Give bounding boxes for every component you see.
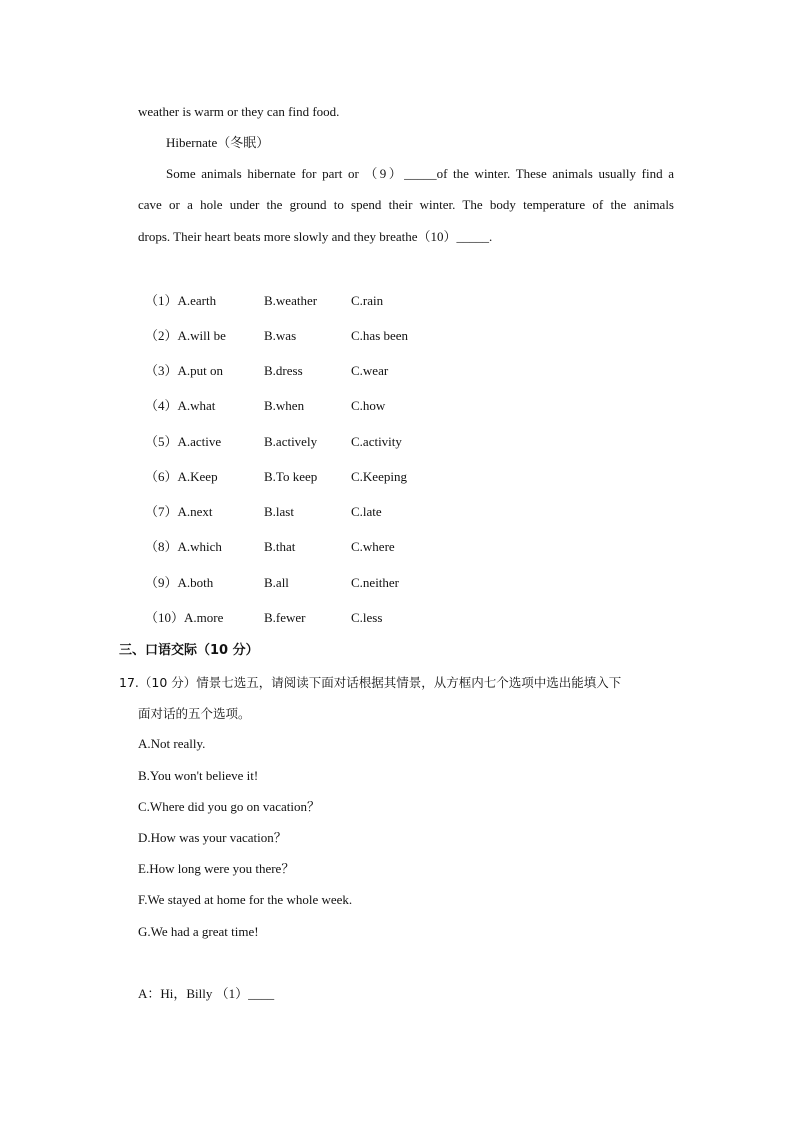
- section-heading: 三、口语交际（10 分）: [119, 643, 259, 658]
- passage-line: Some animals hibernate for part or （9）_____of the winter. These animals usually find a: [166, 166, 674, 181]
- option-b: B.To keep: [264, 469, 318, 484]
- option-b: B.was: [264, 328, 297, 343]
- option-c: C.rain: [351, 293, 384, 308]
- option-c: C.late: [351, 504, 382, 519]
- option-a: （5）A.active: [145, 434, 222, 449]
- option-b: B.that: [264, 539, 296, 554]
- question-17-stem: 17.（10 分）情景七选五，请阅读下面对话根据其情景，从方框内七个选项中选出能填入下: [119, 675, 622, 690]
- option-a: （6）A.Keep: [145, 469, 218, 484]
- dialog-line: A：Hi，Billy （1）____: [138, 986, 275, 1001]
- option-c: C.has been: [351, 328, 409, 343]
- option-c: C.how: [351, 398, 386, 413]
- option-b: B.all: [264, 575, 289, 590]
- passage-line: cave or a hole under the ground to spend their winter. The body temperature of the animals: [138, 197, 674, 212]
- option-b: B.when: [264, 398, 305, 413]
- option-a: （8）A.which: [145, 539, 222, 554]
- passage-subheading: Hibernate（冬眠）: [166, 135, 270, 150]
- option-a: （10）A.more: [145, 610, 224, 625]
- option-b: B.fewer: [264, 610, 306, 625]
- option-a: （9）A.both: [145, 575, 214, 590]
- option-a: （2）A.will be: [145, 328, 226, 343]
- choice-item: C.Where did you go on vacation？: [138, 799, 320, 814]
- option-b: B.last: [264, 504, 294, 519]
- choice-item: B.You won't believe it!: [138, 768, 259, 783]
- option-b: B.dress: [264, 363, 303, 378]
- option-a: （1）A.earth: [145, 293, 217, 308]
- option-a: （3）A.put on: [145, 363, 224, 378]
- passage-line: weather is warm or they can find food.: [138, 104, 340, 119]
- option-b: B.actively: [264, 434, 318, 449]
- passage-line: drops. Their heart beats more slowly and they breathe（10）_____.: [138, 229, 493, 244]
- choice-item: E.How long were you there？: [138, 861, 295, 876]
- option-a: （4）A.what: [145, 398, 216, 413]
- option-b: B.weather: [264, 293, 318, 308]
- option-c: C.wear: [351, 363, 389, 378]
- option-c: C.Keeping: [351, 469, 407, 484]
- option-c: C.neither: [351, 575, 400, 590]
- choice-item: G.We had a great time!: [138, 924, 259, 939]
- choice-item: D.How was your vacation？: [138, 830, 287, 845]
- choice-item: F.We stayed at home for the whole week.: [138, 892, 353, 907]
- question-17-stem-cont: 面对话的五个选项。: [138, 706, 251, 721]
- choice-item: A.Not really.: [138, 736, 206, 751]
- option-c: C.less: [351, 610, 383, 625]
- option-a: （7）A.next: [145, 504, 213, 519]
- option-c: C.activity: [351, 434, 402, 449]
- option-c: C.where: [351, 539, 395, 554]
